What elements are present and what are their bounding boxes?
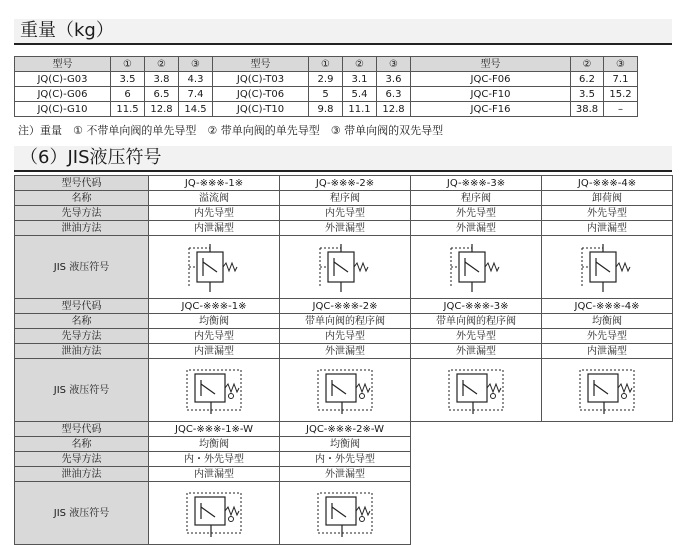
drain-method: 外泄漏型 <box>280 221 411 236</box>
hydraulic-symbol-icon <box>411 359 542 422</box>
weight-header: ③ <box>179 57 213 72</box>
pilot-method: 内先导型 <box>149 329 280 344</box>
valve-name: 均衡阀 <box>280 437 411 452</box>
pilot-method: 内先导型 <box>149 206 280 221</box>
weight-cell: JQC-F16 <box>411 102 571 117</box>
weight-header: ② <box>145 57 179 72</box>
valve-name: 均衡阀 <box>542 314 673 329</box>
weight-cell: 11.5 <box>111 102 145 117</box>
weight-cell: 38.8 <box>571 102 604 117</box>
valve-name: 带单向阀的程序阀 <box>280 314 411 329</box>
weight-header: ① <box>309 57 343 72</box>
model-code: JQC-※※※-4※ <box>542 299 673 314</box>
weight-cell: 5 <box>309 87 343 102</box>
weight-header: 型号 <box>411 57 571 72</box>
weight-table <box>14 56 638 117</box>
drain-method: 内泄漏型 <box>149 221 280 236</box>
table-row <box>15 102 638 117</box>
weight-cell: 6 <box>111 87 145 102</box>
weight-cell: 6.2 <box>571 72 604 87</box>
jis-section-title: （6）JIS液压符号 <box>14 146 672 172</box>
row-label-model-code: 型号代码 <box>15 422 149 437</box>
weight-cell: 2.9 <box>309 72 343 87</box>
drain-method: 内泄漏型 <box>149 344 280 359</box>
model-code: JQC-※※※-1※-W <box>149 422 280 437</box>
hydraulic-symbol-icon <box>280 236 411 299</box>
row-label-name: 名称 <box>15 437 149 452</box>
weight-cell: 3.8 <box>145 72 179 87</box>
drain-method: 内泄漏型 <box>542 344 673 359</box>
model-code: JQ-※※※-4※ <box>542 176 673 191</box>
weight-cell: 3.5 <box>111 72 145 87</box>
model-code: JQ-※※※-3※ <box>411 176 542 191</box>
row-label-symbol: JIS 液压符号 <box>15 482 149 545</box>
table-row <box>15 87 638 102</box>
drain-method: 外泄漏型 <box>280 467 411 482</box>
row-label-pilot: 先导方法 <box>15 452 149 467</box>
weight-cell: 4.3 <box>179 72 213 87</box>
weight-cell: 12.8 <box>145 102 179 117</box>
drain-method: 内泄漏型 <box>542 221 673 236</box>
row-label-model-code: 型号代码 <box>15 176 149 191</box>
drain-method: 外泄漏型 <box>411 221 542 236</box>
weight-cell: 6.3 <box>377 87 411 102</box>
weight-header-row <box>15 57 638 72</box>
pilot-method: 内先导型 <box>280 329 411 344</box>
weight-cell: JQ(C)-G03 <box>15 72 111 87</box>
model-code: JQC-※※※-2※-W <box>280 422 411 437</box>
weight-header: 型号 <box>15 57 111 72</box>
pilot-method: 内・外先导型 <box>280 452 411 467</box>
weight-header: ① <box>111 57 145 72</box>
weight-cell: JQ(C)-G06 <box>15 87 111 102</box>
hydraulic-symbol-icon <box>542 236 673 299</box>
weight-cell: 5.4 <box>343 87 377 102</box>
valve-name: 均衡阀 <box>149 437 280 452</box>
pilot-method: 外先导型 <box>411 329 542 344</box>
pilot-method: 内・外先导型 <box>149 452 280 467</box>
row-label-drain: 泄油方法 <box>15 467 149 482</box>
model-code: JQC-※※※-2※ <box>280 299 411 314</box>
weight-cell: 7.4 <box>179 87 213 102</box>
weight-cell: 11.1 <box>343 102 377 117</box>
valve-name: 卸荷阀 <box>542 191 673 206</box>
weight-header: ③ <box>604 57 638 72</box>
pilot-method: 外先导型 <box>542 329 673 344</box>
hydraulic-symbol-icon <box>280 482 411 545</box>
weight-cell: 6.5 <box>145 87 179 102</box>
row-label-name: 名称 <box>15 314 149 329</box>
weight-header: ② <box>571 57 604 72</box>
weight-cell: JQ(C)-T10 <box>213 102 309 117</box>
weight-cell: JQ(C)-T06 <box>213 87 309 102</box>
weight-cell: JQC-F06 <box>411 72 571 87</box>
jis-table-1 <box>14 175 673 299</box>
valve-name: 带单向阀的程序阀 <box>411 314 542 329</box>
jis-table-2 <box>14 298 673 422</box>
model-code: JQC-※※※-1※ <box>149 299 280 314</box>
row-label-symbol: JIS 液压符号 <box>15 236 149 299</box>
row-label-pilot: 先导方法 <box>15 329 149 344</box>
weight-cell: JQ(C)-G10 <box>15 102 111 117</box>
weight-header: ② <box>343 57 377 72</box>
pilot-method: 内先导型 <box>280 206 411 221</box>
valve-name: 溢流阀 <box>149 191 280 206</box>
weight-cell: 3.6 <box>377 72 411 87</box>
hydraulic-symbol-icon <box>149 359 280 422</box>
weight-cell: 9.8 <box>309 102 343 117</box>
hydraulic-symbol-icon <box>149 482 280 545</box>
row-label-symbol: JIS 液压符号 <box>15 359 149 422</box>
weight-cell: 15.2 <box>604 87 638 102</box>
valve-name: 程序阀 <box>411 191 542 206</box>
weight-cell: JQC-F10 <box>411 87 571 102</box>
drain-method: 外泄漏型 <box>280 344 411 359</box>
row-label-name: 名称 <box>15 191 149 206</box>
model-code: JQC-※※※-3※ <box>411 299 542 314</box>
hydraulic-symbol-icon <box>149 236 280 299</box>
model-code: JQ-※※※-1※ <box>149 176 280 191</box>
table-row <box>15 72 638 87</box>
valve-name: 程序阀 <box>280 191 411 206</box>
row-label-model-code: 型号代码 <box>15 299 149 314</box>
row-label-drain: 泄油方法 <box>15 221 149 236</box>
hydraulic-symbol-icon <box>542 359 673 422</box>
weight-cell: JQ(C)-T03 <box>213 72 309 87</box>
weight-section-title: 重量（kg） <box>14 19 672 45</box>
drain-method: 外泄漏型 <box>411 344 542 359</box>
hydraulic-symbol-icon <box>411 236 542 299</box>
weight-cell: 7.1 <box>604 72 638 87</box>
valve-name: 均衡阀 <box>149 314 280 329</box>
model-code: JQ-※※※-2※ <box>280 176 411 191</box>
row-label-drain: 泄油方法 <box>15 344 149 359</box>
pilot-method: 外先导型 <box>411 206 542 221</box>
row-label-pilot: 先导方法 <box>15 206 149 221</box>
weight-cell: – <box>604 102 638 117</box>
weight-cell: 14.5 <box>179 102 213 117</box>
weight-cell: 12.8 <box>377 102 411 117</box>
weight-header: 型号 <box>213 57 309 72</box>
hydraulic-symbol-icon <box>280 359 411 422</box>
weight-cell: 3.5 <box>571 87 604 102</box>
drain-method: 内泄漏型 <box>149 467 280 482</box>
jis-table-3 <box>14 421 411 545</box>
pilot-method: 外先导型 <box>542 206 673 221</box>
weight-header: ③ <box>377 57 411 72</box>
weight-note: 注）重量 ① 不带单向阀的单先导型 ② 带单向阀的单先导型 ③ 带单向阀的双先导型 <box>18 124 444 137</box>
weight-cell: 3.1 <box>343 72 377 87</box>
